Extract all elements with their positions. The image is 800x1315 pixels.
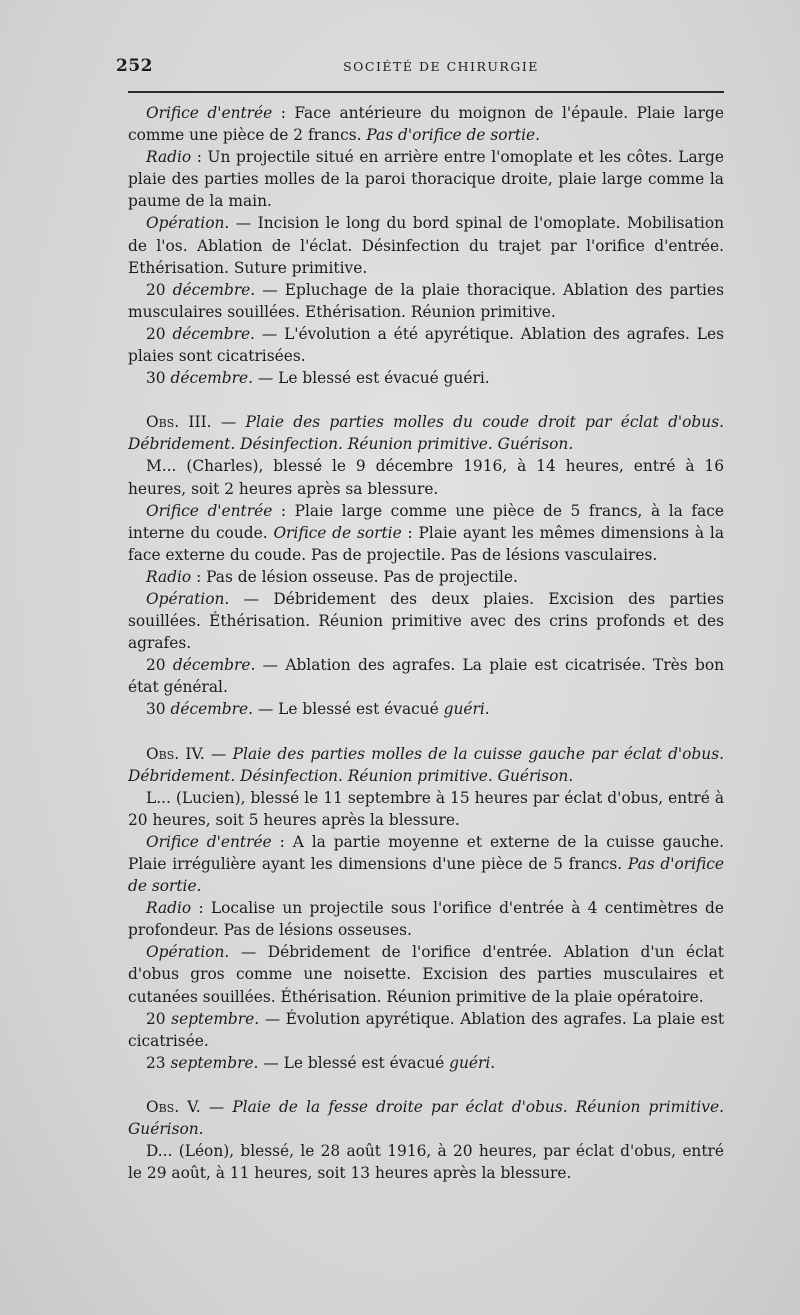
header-rule: [128, 91, 724, 93]
paragraph: Radio : Un projectile situé en arrière entre l'omoplate et les côtes. Large plaie des parties molles de la paroi thoracique droite, plaie large comme la paume de la main.: [128, 148, 724, 211]
observation-heading: Obs. IV. — Plaie des parties molles de la cuisse gauche par éclat d'obus. Débridement. Désinfection. Réunion primitive. Guérison.: [128, 744, 724, 785]
running-title: SOCIÉTÉ DE CHIRURGIE: [343, 59, 539, 74]
paragraph: Opération. — Incision le long du bord spinal de l'omoplate. Mobilisation de l'os. Ablation de l'éclat. Désinfection du trajet par l'orifice d'entrée. Ethérisation. Suture primitive.: [128, 214, 724, 277]
paragraph: Radio : Localise un projectile sous l'orifice d'entrée à 4 centimètres de profondeur. Pas de lésions osseuses.: [128, 899, 724, 940]
paragraph: 23 septembre. — Le blessé est évacué guéri.: [146, 1053, 496, 1072]
paragraph: M... (Charles), blessé le 9 décembre 1916, à 14 heures, entré à 16 heures, soit 2 heures après sa blessure.: [128, 457, 724, 498]
paragraph: 20 décembre. — L'évolution a été apyrétique. Ablation des agrafes. Les plaies sont cicatrisées.: [128, 324, 724, 366]
paragraph: Radio : Pas de lésion osseuse. Pas de projectile.: [146, 567, 518, 586]
paragraph: L... (Lucien), blessé le 11 septembre à 15 heures par éclat d'obus, entré à 20 heures, soit 5 heures après la blessure.: [128, 788, 724, 829]
paragraph: 30 décembre. — Le blessé est évacué guéri.: [146, 700, 490, 719]
page-header: [116, 56, 726, 80]
paragraph: 20 septembre. — Évolution apyrétique. Ablation des agrafes. La plaie est cicatrisée.: [128, 1009, 725, 1050]
paragraph: 20 décembre. — Epluchage de la plaie thoracique. Ablation des parties musculaires souillées. Ethérisation. Réunion primitive.: [128, 280, 724, 321]
observation-heading: Obs. III. — Plaie des parties molles du coude droit par éclat d'obus. Débridement. Désinfection. Réunion primitive. Guérison.: [128, 413, 724, 454]
paragraph: Opération. — Débridement de l'orifice d'entrée. Ablation d'un éclat d'obus gros comme une noisette. Excision des parties musculaires et cutanées souillées. Éthérisation. Réunion primitive de la plaie opératoire.: [128, 943, 724, 1006]
page-number: 252: [116, 56, 153, 76]
paragraph: Orifice d'entrée : Plaie large comme une pièce de 5 francs, à la face interne du coude. Orifice de sortie : Plaie ayant les mêmes dimensions à la face externe du coude. Pas de projectile. Pas de lésions vasculaires.: [128, 501, 724, 564]
paragraph: 30 décembre. — Le blessé est évacué guéri.: [146, 369, 490, 388]
paragraph: Opération. — Débridement des deux plaies. Excision des parties souillées. Éthérisation. Réunion primitive avec des crins profonds et des agrafes.: [128, 589, 724, 653]
paragraph: 20 décembre. — Ablation des agrafes. La plaie est cicatrisée. Très bon état général.: [128, 656, 724, 697]
paragraph: Orifice d'entrée : A la partie moyenne et externe de la cuisse gauche. Plaie irrégulière ayant les dimensions d'une pièce de 5 francs. Pas d'orifice de sortie.: [128, 832, 724, 896]
observation-heading: Obs. V. — Plaie de la fesse droite par éclat d'obus. Réunion primitive. Guérison.: [128, 1097, 724, 1139]
paragraph: D... (Léon), blessé, le 28 août 1916, à 20 heures, par éclat d'obus, entré le 29 août, à 11 heures, soit 13 heures après la blessure.: [128, 1142, 724, 1183]
paragraph: Orifice d'entrée : Face antérieure du moignon de l'épaule. Plaie large comme une pièce de 2 francs. Pas d'orifice de sortie.: [128, 104, 724, 145]
page-body: [128, 102, 724, 1184]
